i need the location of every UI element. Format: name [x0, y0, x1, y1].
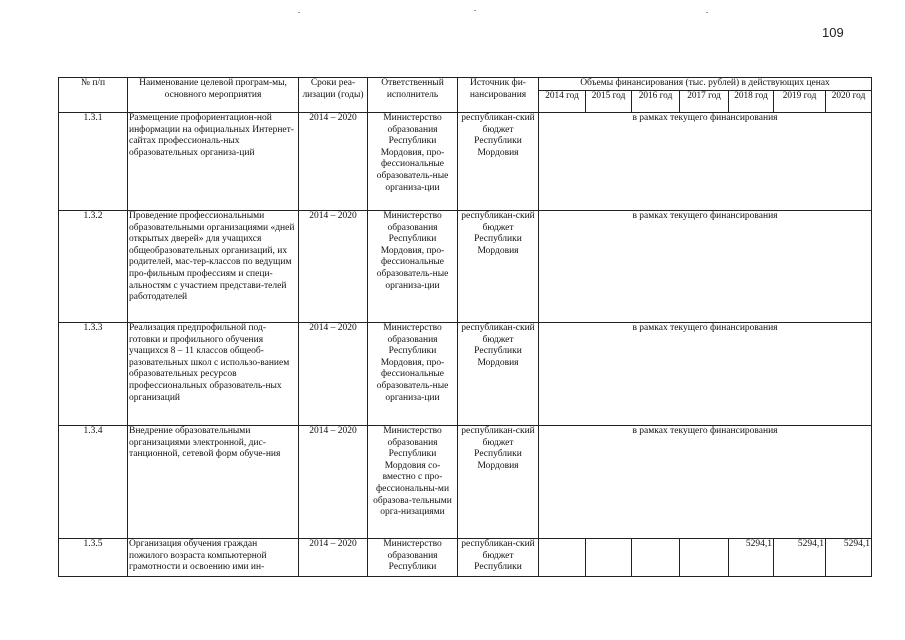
header-year: 2018 год — [729, 91, 774, 113]
header-executor: Ответственный исполнитель — [368, 78, 458, 113]
header-period: Сроки реа-лизации (годы) — [299, 78, 368, 113]
table-row — [59, 426, 872, 539]
row-executor: Министерство образования Республики Мордовия, про-фессиональные образователь-ные организа-ции — [368, 323, 458, 426]
header-name: Наименование целевой програм-мы, основного мероприятия — [128, 78, 299, 113]
header-year: 2015 год — [586, 91, 632, 113]
row-executor: Министерство образования Республики Мордовия, про-фессиональные образователь-ные организа-ции — [368, 113, 458, 211]
table-row — [59, 113, 872, 211]
row-period: 2014 – 2020 — [299, 211, 368, 323]
table-row — [59, 211, 872, 323]
row-name: Реализация предпрофильной под-готовки и профильного обучения учащихся 8 – 11 классов общеоб-разовательных школ с использо-ванием образовательных ресурсов профессиональных образователь-ных организаций — [128, 323, 299, 426]
year-value: 5294,1 — [826, 539, 872, 577]
row-name: Проведение профессиональными образовательными организациями «дней открытых дверей» для учащихся общеобразовательных организаций, их родителей, мас-тер-классов по ведущим про-фильным профессиям и специ-альностям с участием представи-телей работодателей — [128, 211, 299, 323]
scan-speck — [298, 12, 300, 13]
financing-table — [58, 77, 872, 577]
financing-note: в рамках текущего финансирования — [539, 323, 872, 426]
financing-note: в рамках текущего финансирования — [539, 211, 872, 323]
year-value: 5294,1 — [729, 539, 774, 577]
row-num: 1.3.2 — [59, 211, 128, 323]
row-period: 2014 – 2020 — [299, 323, 368, 426]
row-num: 1.3.5 — [59, 539, 128, 577]
row-executor: Министерство образования Республики Мордовия со-вместно с про-фессиональны-ми образова-тельными орга-низациями — [368, 426, 458, 539]
row-name: Внедрение образовательными организациями электронной, дис-танционной, сетевой форм обуче-ния — [128, 426, 299, 539]
row-source: республикан-ский бюджет Республики Мордовия — [458, 211, 539, 323]
table-row — [59, 323, 872, 426]
page-number: 109 — [822, 25, 844, 40]
scan-speck — [474, 10, 476, 11]
header-year: 2020 год — [826, 91, 872, 113]
row-name: Организация обучения граждан пожилого возраста компьютерной грамотности и освоению ими ин- — [128, 539, 299, 577]
table-row — [59, 539, 872, 577]
row-num: 1.3.3 — [59, 323, 128, 426]
header-num: № п/п — [59, 78, 128, 113]
row-source: республикан-ский бюджет Республики — [458, 539, 539, 577]
row-source: республикан-ский бюджет Республики Мордовия — [458, 426, 539, 539]
header-year: 2017 год — [680, 91, 729, 113]
row-period: 2014 – 2020 — [299, 113, 368, 211]
financing-note: в рамках текущего финансирования — [539, 113, 872, 211]
year-value — [680, 539, 729, 577]
header-volumes: Объемы финансирования (тыс. рублей) в действующих ценах — [539, 78, 872, 91]
row-name: Размещение профориентацион-ной информации на официальных Интернет-сайтах профессиональ-ных образовательных организа-ций — [128, 113, 299, 211]
row-source: республикан-ский бюджет Республики Мордовия — [458, 323, 539, 426]
row-period: 2014 – 2020 — [299, 539, 368, 577]
year-value — [539, 539, 586, 577]
financing-note: в рамках текущего финансирования — [539, 426, 872, 539]
row-num: 1.3.4 — [59, 426, 128, 539]
row-executor: Министерство образования Республики — [368, 539, 458, 577]
row-executor: Министерство образования Республики Мордовия, про-фессиональные образователь-ные организа-ции — [368, 211, 458, 323]
header-source: Источник фи-нансирования — [458, 78, 539, 113]
year-value — [586, 539, 632, 577]
row-num: 1.3.1 — [59, 113, 128, 211]
header-year: 2019 год — [774, 91, 826, 113]
header-year: 2016 год — [632, 91, 680, 113]
year-value: 5294,1 — [774, 539, 826, 577]
row-period: 2014 – 2020 — [299, 426, 368, 539]
header-year: 2014 год — [539, 91, 586, 113]
year-value — [632, 539, 680, 577]
scan-speck — [706, 12, 708, 13]
row-source: республикан-ский бюджет Республики Мордовия — [458, 113, 539, 211]
